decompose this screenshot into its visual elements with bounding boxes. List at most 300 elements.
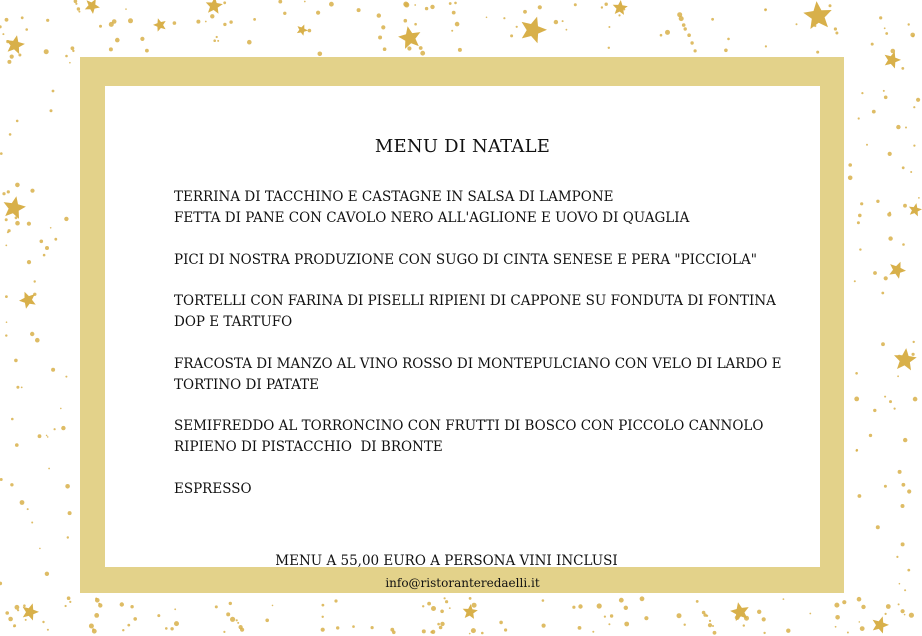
confetti-dot [709,620,711,622]
confetti-dot [885,613,887,615]
confetti-dot [765,45,767,47]
confetti-dot [481,632,484,635]
confetti-dot [471,628,476,633]
confetti-dot [216,36,218,38]
confetti-dot [884,485,887,488]
confetti-dot [883,90,885,92]
confetti-dot [503,17,505,19]
confetti-dot [94,613,99,618]
confetti-dot [644,616,648,620]
confetti-dot [322,616,324,618]
confetti-dot [684,624,686,626]
confetti-dot [308,29,312,33]
confetti-dot [876,200,879,203]
confetti-dot [68,511,72,515]
confetti-dot [684,27,687,30]
confetti-dot [918,197,920,199]
confetti-dot [764,8,767,11]
confetti-dot [64,217,68,221]
confetti-dot [608,26,610,28]
confetti-dot [51,368,55,372]
confetti-dot [888,236,892,240]
confetti-dot [592,631,594,633]
confetti-dot [5,18,9,22]
confetti-dot [835,615,840,620]
confetti-dot [278,0,282,4]
confetti-dot [469,633,471,635]
confetti-dot [881,292,884,295]
confetti-dot [440,610,444,614]
star-icon [885,51,901,68]
confetti-dot [422,605,424,607]
confetti-dot [42,621,44,623]
confetti-dot [871,43,874,46]
confetti-dot [223,1,226,4]
confetti-dot [15,605,20,610]
confetti-dot [10,483,13,486]
confetti-dot [18,54,21,57]
confetti-dot [8,229,11,232]
confetti-dot [419,46,423,50]
confetti-dot [65,484,70,489]
confetti-dot [173,21,177,25]
confetti-dot [816,51,819,54]
confetti-dot [605,2,608,5]
confetti-dot [574,3,577,6]
confetti-dot [17,609,19,611]
confetti-dot [128,18,133,23]
confetti-dot [352,625,355,628]
confetti-dot [89,624,94,629]
confetti-dot [0,582,2,586]
confetti-dot [133,617,137,621]
confetti-dot [9,133,12,136]
confetti-dot [140,37,144,41]
confetti-dot [449,607,451,609]
confetti-dot [855,372,858,375]
confetti-dot [876,525,880,529]
confetti-dot [909,613,914,618]
price-line: MENU A 55,00 EURO A PERSONA VINI INCLUSI [275,553,618,569]
confetti-dot [859,621,861,623]
confetti-dot [809,613,811,615]
confetti-dot [554,20,558,24]
confetti-dot [0,152,3,155]
confetti-dot [486,17,488,19]
confetti-dot [253,18,256,21]
confetti-dot [677,613,682,618]
confetti-dot [130,605,133,608]
confetti-dot [377,13,381,17]
star-icon [6,35,25,54]
confetti-dot [901,609,905,613]
confetti-dot [562,20,564,22]
confetti-dot [624,606,628,610]
confetti-dot [884,96,888,100]
confetti-dot [601,6,603,8]
confetti-dot [763,632,765,634]
confetti-dot [16,386,19,389]
confetti-dot [703,613,706,616]
confetti-dot [624,622,629,627]
confetti-dot [27,508,29,510]
confetti-dot [39,548,41,550]
confetti-dot [196,20,200,24]
confetti-dot [157,614,160,617]
confetti-dot [665,30,670,35]
confetti-dot [452,11,456,15]
confetti-dot [316,11,320,15]
confetti-dot [74,0,78,3]
confetti-dot [422,629,426,633]
confetti-dot [69,601,71,603]
confetti-dot [27,260,31,264]
confetti-dot [866,144,868,146]
confetti-dot [2,192,5,195]
confetti-dot [711,18,714,21]
confetti-dot [304,1,306,3]
confetti-dot [145,49,149,53]
confetti-dot [762,617,766,621]
confetti-dot [879,16,882,19]
confetti-dot [174,608,176,610]
confetti-dot [908,23,910,25]
confetti-dot [694,49,697,52]
confetti-dot [378,36,382,40]
confetti-dot [322,604,325,607]
confetti-dot [27,222,31,226]
confetti-dot [52,90,55,93]
confetti-dot [50,109,53,112]
confetti-dot [523,10,527,14]
confetti-dot [858,117,860,119]
confetti-dot [50,227,52,229]
confetti-dot [516,26,518,28]
confetti-dot [33,293,36,296]
confetti-dot [881,342,885,346]
confetti-dot [334,599,337,602]
confetti-dot [15,216,18,219]
confetti-dot [78,11,80,13]
confetti-dot [727,38,730,41]
confetti-dot [61,426,65,430]
confetti-dot [6,40,9,43]
confetti-dot [0,25,2,28]
confetti-dot [826,14,828,16]
confetti-dot [109,47,113,51]
confetti-dot [16,120,19,123]
confetti-dot [226,612,230,616]
confetti-dot [682,23,686,27]
confetti-dot [77,7,80,10]
confetti-dot [454,2,457,5]
confetti-dot [65,605,67,607]
confetti-dot [912,353,915,356]
confetti-dot [597,603,602,608]
confetti-dot [861,605,865,609]
confetti-dot [5,295,8,298]
star-icon [894,348,917,370]
star-icon [889,262,906,279]
confetti-dot [916,98,920,102]
confetti-dot [430,631,433,634]
confetti-dot [854,397,859,402]
confetti-dot [11,418,14,421]
confetti-dot [23,604,26,607]
course-antipasto: TERRINA DI TACCHINO E CASTAGNE IN SALSA DI LAMPONE FETTA DI PANE CON CAVOLO NERO ALL'AGLIONE E UOVO DI QUAGLIA [174,189,690,226]
confetti-dot [905,127,907,129]
confetti-dot [885,32,888,35]
confetti-dot [566,29,568,31]
confetti-dot [901,67,904,70]
confetti-dot [499,621,503,625]
confetti-dot [46,435,48,437]
confetti-dot [60,408,62,410]
confetti-dot [112,19,117,24]
confetti-dot [92,629,97,634]
confetti-dot [913,106,915,108]
confetti-dot [0,478,3,481]
confetti-dot [899,583,901,585]
confetti-dot [34,280,36,282]
star-icon [4,196,26,219]
confetti-dot [842,600,846,604]
confetti-dot [229,602,232,605]
course-primo-tortelli: TORTELLI CON FARINA DI PISELLI RIPIENI DI CAPPONE SU FONDUTA DI FONTINA DOP E TARTUFO [174,293,776,330]
confetti-dot [834,27,837,30]
confetti-dot [913,341,915,343]
confetti-dot [904,614,906,616]
star-icon [873,616,889,633]
confetti-dot [35,338,40,343]
star-icon [85,0,100,14]
confetti-dot [127,624,130,627]
confetti-dot [439,626,443,630]
confetti-dot [848,163,852,167]
confetti-dot [848,176,853,181]
confetti-dot [420,51,425,56]
confetti-dot [43,254,46,257]
confetti-dot [449,2,452,5]
confetti-dot [15,221,20,226]
confetti-dot [578,604,582,608]
confetti-dot [440,622,444,626]
confetti-dot [510,34,513,37]
confetti-dot [65,376,67,378]
confetti-dot [744,616,749,621]
confetti-dot [40,240,44,244]
confetti-dot [7,60,11,64]
confetti-dot [913,145,915,147]
confetti-dot [687,33,691,37]
confetti-dot [889,400,892,403]
confetti-dot [357,8,361,12]
confetti-dot [30,189,34,193]
confetti-dot [425,7,428,10]
confetti-dot [247,40,252,45]
confetti-dot [660,34,663,37]
confetti-dot [884,276,888,280]
confetti-dot [25,28,28,31]
confetti-dot [901,504,905,508]
confetti-dot [67,596,71,600]
confetti-dot [5,245,7,247]
confetti-dot [414,23,417,26]
confetti-dot [69,62,71,64]
confetti-dot [834,603,839,608]
confetti-dot [897,375,899,377]
confetti-dot [336,626,339,629]
confetti-dot [2,33,4,35]
confetti-dot [857,597,862,602]
contact-email: info@ristoranteredaelli.it [385,576,540,590]
confetti-dot [229,20,232,23]
confetti-dot [437,623,440,626]
confetti-dot [237,622,239,624]
confetti-dot [913,397,918,402]
confetti-dot [120,602,124,606]
confetti-dot [99,25,102,28]
confetti-dot [904,589,906,591]
confetti-dot [6,321,8,323]
confetti-dot [44,49,49,54]
confetti-dot [223,23,226,26]
confetti-dot [860,202,863,205]
confetti-dot [445,600,448,603]
confetti-dot [783,598,785,600]
confetti-dot [430,5,434,9]
star-icon [398,26,420,49]
confetti-dot [15,443,19,447]
confetti-dot [542,599,545,602]
confetti-dot [854,280,856,282]
course-secondo: FRACOSTA DI MANZO AL VINO ROSSO DI MONTEPULCIANO CON VELO DI LARDO E TORTINO DI PATATE [174,356,782,393]
confetti-dot [708,623,712,627]
star-icon [522,17,547,44]
confetti-dot [884,396,886,398]
confetti-dot [10,55,14,59]
confetti-dot [98,603,102,607]
course-primo-pici: PICI DI NOSTRA PRODUZIONE CON SUGO DI CINTA SENESE E PERA "PICCIOLA" [174,252,757,268]
confetti-dot [690,41,693,44]
confetti-dot [861,92,863,94]
confetti-dot [889,212,891,214]
confetti-dot [888,152,892,156]
confetti-dot [403,2,408,7]
confetti-dot [30,332,34,336]
confetti-dot [236,619,238,621]
confetti-dot [174,621,179,626]
confetti-dot [814,25,816,27]
confetti-dot [857,221,860,224]
confetti-dot [230,617,235,622]
confetti-dot [894,408,896,410]
star-icon [206,0,223,14]
confetti-dot [21,16,24,19]
confetti-dot [898,603,900,605]
star-icon [613,0,628,15]
confetti-dot [5,218,8,221]
confetti-dot [46,19,49,22]
confetti-dot [329,2,334,7]
confetti-dot [217,40,219,42]
confetti-dot [735,615,740,620]
confetti-dot [608,623,610,625]
confetti-dot [283,12,286,15]
confetti-dot [444,597,446,599]
confetti-dot [95,598,100,603]
menu-gold-frame [80,57,844,593]
confetti-dot [383,47,387,51]
confetti-dot [45,572,49,576]
confetti-dot [5,334,7,336]
confetti-dot [75,3,77,5]
confetti-dot [610,614,613,617]
confetti-dot [170,627,173,630]
confetti-dot [31,522,33,524]
course-espresso: ESPRESSO [174,481,252,497]
confetti-dot [7,190,10,193]
confetti-dot [796,23,798,25]
confetti-dot [858,214,862,218]
confetti-dot [407,46,411,50]
confetti-dot [608,47,610,49]
confetti-dot [886,604,891,609]
confetti-dot [623,8,625,10]
confetti-dot [213,39,216,42]
confetti-dot [321,628,325,632]
confetti-dot [215,605,218,608]
confetti-dot [13,624,16,627]
confetti-dot [38,434,42,438]
confetti-dot [205,21,207,23]
confetti-dot [451,30,453,32]
confetti-dot [873,409,876,412]
confetti-dot [896,556,898,558]
confetti-dot [907,489,911,493]
confetti-dot [392,631,396,635]
confetti-dot [115,38,120,43]
confetti-dot [619,598,624,603]
confetti-dot [318,52,323,57]
confetti-dot [757,610,761,614]
confetti-dot [210,14,214,18]
star-icon [909,203,922,216]
confetti-dot [472,603,477,608]
confetti-dot [835,626,837,628]
confetti-dot [381,25,385,29]
confetti-dot [572,606,575,609]
star-icon [153,18,166,31]
confetti-dot [469,597,472,600]
confetti-dot [15,183,20,188]
confetti-dot [47,629,49,631]
confetti-dot [679,16,684,21]
confetti-dot [912,35,914,37]
confetti-dot [829,4,832,7]
confetti-dot [818,18,820,20]
confetti-dot [856,449,858,451]
confetti-dot [835,32,838,35]
confetti-dot [604,616,606,618]
confetti-dot [847,632,849,634]
confetti-dot [724,49,728,53]
confetti-dot [902,166,905,169]
confetti-dot [640,596,645,601]
confetti-dot [743,624,745,626]
confetti-dot [240,628,244,632]
confetti-dot [897,355,901,359]
